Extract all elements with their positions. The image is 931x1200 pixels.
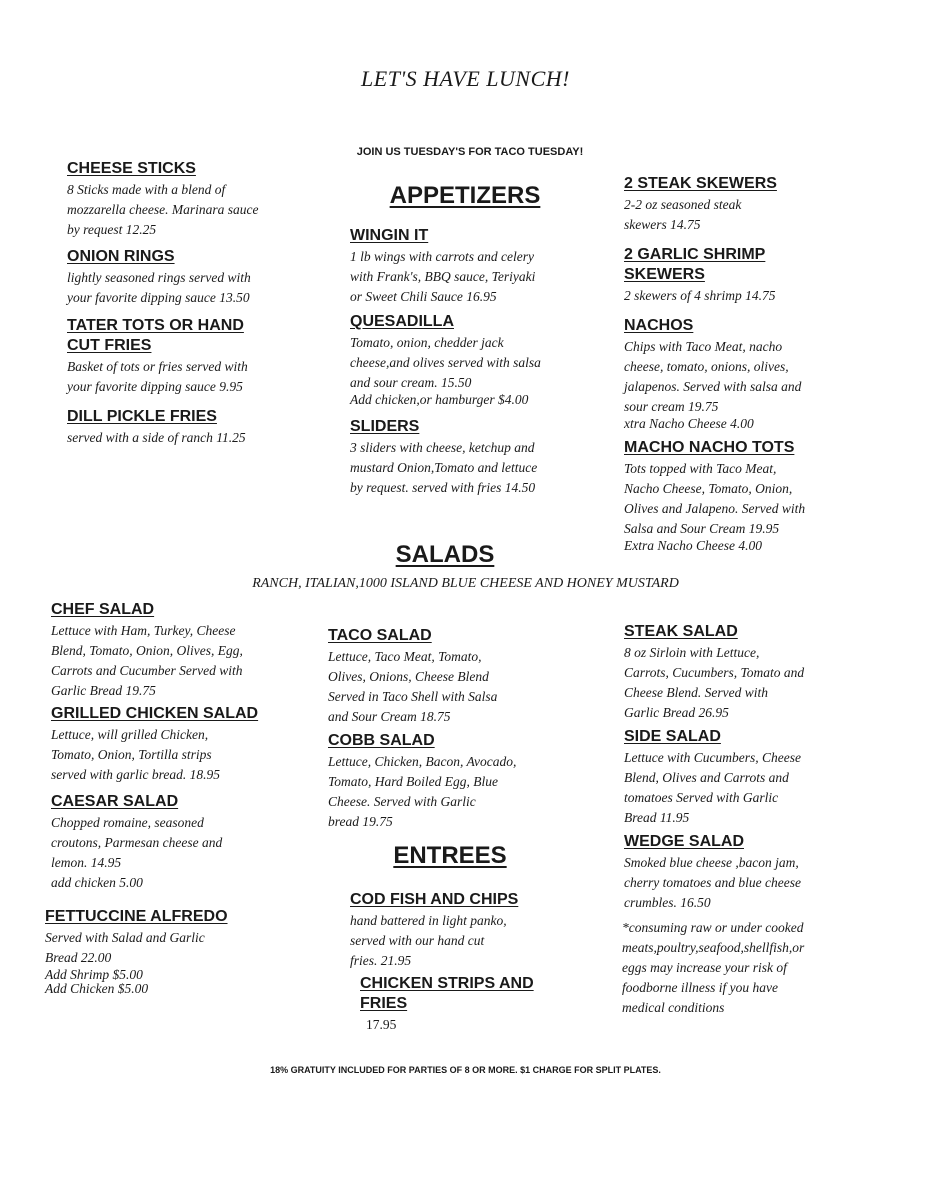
item-name: QUESADILLA	[350, 313, 454, 330]
item-addon: xtra Nacho Cheese 4.00	[624, 416, 754, 431]
item-name: CHICKEN STRIPS AND FRIES	[360, 975, 534, 1012]
food-safety-note: *consuming raw or under cooked meats,poultry,seafood,shellfish,or eggs may increase your risk of foodborne illness if you have medical conditions	[622, 920, 805, 1015]
item-description: hand battered in light panko, served with our hand cut fries. 21.95	[350, 913, 507, 968]
item-name: TACO SALAD	[328, 627, 432, 644]
menu-item-quesadilla	[350, 312, 590, 407]
item-description: Tots topped with Taco Meat, Nacho Cheese, Tomato, Onion, Olives and Jalapeno. Served with Salsa and Sour Cream 19.95	[624, 461, 806, 536]
item-name: TATER TOTS OR HAND CUT FRIES	[67, 317, 244, 354]
item-description: 2 skewers of 4 shrimp 14.75	[624, 288, 776, 303]
menu-item-taco-salad	[328, 626, 578, 727]
item-description: lightly seasoned rings served with your favorite dipping sauce 13.50	[67, 270, 251, 305]
item-description: 1 lb wings with carrots and celery with Frank's, BBQ sauce, Teriyaki or Sweet Chili Sauce 16.95	[350, 249, 536, 304]
menu-item-tater-tots	[67, 316, 307, 397]
item-description: Chopped romaine, seasoned croutons, Parmesan cheese and lemon. 14.95 add chicken 5.00	[51, 815, 223, 890]
item-description: Smoked blue cheese ,bacon jam, cherry tomatoes and blue cheese crumbles. 16.50	[624, 855, 801, 910]
menu-item-wedge-salad	[624, 832, 864, 913]
item-description: Served with Salad and Garlic Bread 22.00	[45, 930, 205, 965]
item-name: NACHOS	[624, 317, 694, 334]
menu-item-cobb-salad	[328, 731, 578, 832]
menu-item-wingin-it	[350, 226, 590, 307]
item-name: FETTUCCINE ALFREDO	[45, 908, 228, 925]
item-name: ONION RINGS	[67, 248, 175, 265]
item-description: Lettuce with Ham, Turkey, Cheese Blend, Tomato, Onion, Olives, Egg, Carrots and Cucumber Served with Garlic Bread 19.75	[51, 623, 243, 698]
menu-item-cod-fish-and-chips	[350, 890, 590, 971]
menu-item-sliders	[350, 417, 590, 498]
item-description: Chips with Taco Meat, nacho cheese, tomato, onions, olives, jalapenos. Served with salsa and sour cream 19.75	[624, 339, 802, 414]
item-description: 2-2 oz seasoned steak skewers 14.75	[624, 197, 742, 232]
appetizers-heading: APPETIZERS	[389, 182, 541, 209]
item-description: 8 Sticks made with a blend of mozzarella cheese. Marinara sauce by request 12.25	[67, 182, 259, 237]
item-addon: Add Shrimp $5.00 Add Chicken $5.00	[45, 967, 149, 996]
item-description: 8 oz Sirloin with Lettuce, Carrots, Cucumbers, Tomato and Cheese Blend. Served with Garlic Bread 26.95	[624, 645, 805, 720]
item-name: CHEESE STICKS	[67, 160, 196, 177]
entrees-heading: ENTREES	[393, 842, 507, 869]
menu-item-garlic-shrimp-skewers	[624, 245, 854, 306]
menu-item-macho-nacho-tots	[624, 438, 854, 553]
item-description: Lettuce, will grilled Chicken, Tomato, Onion, Tortilla strips served with garlic bread. 18.95	[51, 727, 220, 782]
item-name: SLIDERS	[350, 418, 420, 435]
item-name: 2 STEAK SKEWERS	[624, 175, 777, 192]
menu-item-cheese-sticks	[67, 159, 307, 240]
item-price: 17.95	[366, 1017, 397, 1032]
menu-item-caesar-salad	[51, 792, 301, 893]
item-name: COBB SALAD	[328, 732, 435, 749]
menu-item-chicken-strips	[360, 974, 590, 1035]
item-description: Basket of tots or fries served with your favorite dipping sauce 9.95	[67, 359, 248, 394]
menu-item-nachos	[624, 316, 854, 431]
menu-item-chef-salad	[51, 600, 301, 701]
item-description: served with a side of ranch 11.25	[67, 430, 246, 445]
item-name: CAESAR SALAD	[51, 793, 179, 810]
item-description: Tomato, onion, chedder jack cheese,and olives served with salsa and sour cream. 15.50	[350, 335, 541, 390]
item-name: WINGIN IT	[350, 227, 429, 244]
gratuity-footer: 18% GRATUITY INCLUDED FOR PARTIES OF 8 OR MORE. $1 CHARGE FOR SPLIT PLATES.	[270, 1065, 661, 1075]
menu-item-steak-salad	[624, 622, 864, 723]
item-description: Lettuce, Chicken, Bacon, Avocado, Tomato, Hard Boiled Egg, Blue Cheese. Served with Garlic bread 19.75	[328, 754, 517, 829]
menu-item-side-salad	[624, 727, 864, 828]
item-name: DILL PICKLE FRIES	[67, 408, 217, 425]
item-name: CHEF SALAD	[51, 601, 155, 618]
item-name: GRILLED CHICKEN SALAD	[51, 705, 259, 722]
item-description: 3 sliders with cheese, ketchup and mustard Onion,Tomato and lettuce by request. served with fries 14.50	[350, 440, 538, 495]
menu-item-grilled-chicken-salad	[51, 704, 301, 785]
item-addon: Extra Nacho Cheese 4.00	[624, 538, 762, 553]
menu-item-dill-pickle-fries	[67, 407, 307, 448]
item-name: WEDGE SALAD	[624, 833, 744, 850]
item-addon: Add chicken,or hamburger $4.00	[350, 392, 529, 407]
item-description: Lettuce with Cucumbers, Cheese Blend, Olives and Carrots and tomatoes Served with Garlic Bread 11.95	[624, 750, 801, 825]
menu-item-fettuccine-alfredo	[45, 907, 295, 996]
item-description: Lettuce, Taco Meat, Tomato, Olives, Onions, Cheese Blend Served in Taco Shell with Salsa and Sour Cream 18.75	[328, 649, 498, 724]
salad-dressings-line: RANCH, ITALIAN,1000 ISLAND BLUE CHEESE AND HONEY MUSTARD	[252, 576, 679, 591]
salads-heading: SALADS	[395, 541, 495, 568]
taco-tuesday-notice: JOIN US TUESDAY'S FOR TACO TUESDAY!	[356, 146, 584, 158]
menu-item-steak-skewers	[624, 174, 854, 235]
item-name: 2 GARLIC SHRIMP SKEWERS	[624, 246, 766, 283]
item-name: MACHO NACHO TOTS	[624, 439, 795, 456]
item-name: COD FISH AND CHIPS	[350, 891, 519, 908]
menu-item-onion-rings	[67, 247, 307, 308]
item-name: SIDE SALAD	[624, 728, 721, 745]
page-title: LET'S HAVE LUNCH!	[361, 66, 570, 91]
item-name: STEAK SALAD	[624, 623, 738, 640]
